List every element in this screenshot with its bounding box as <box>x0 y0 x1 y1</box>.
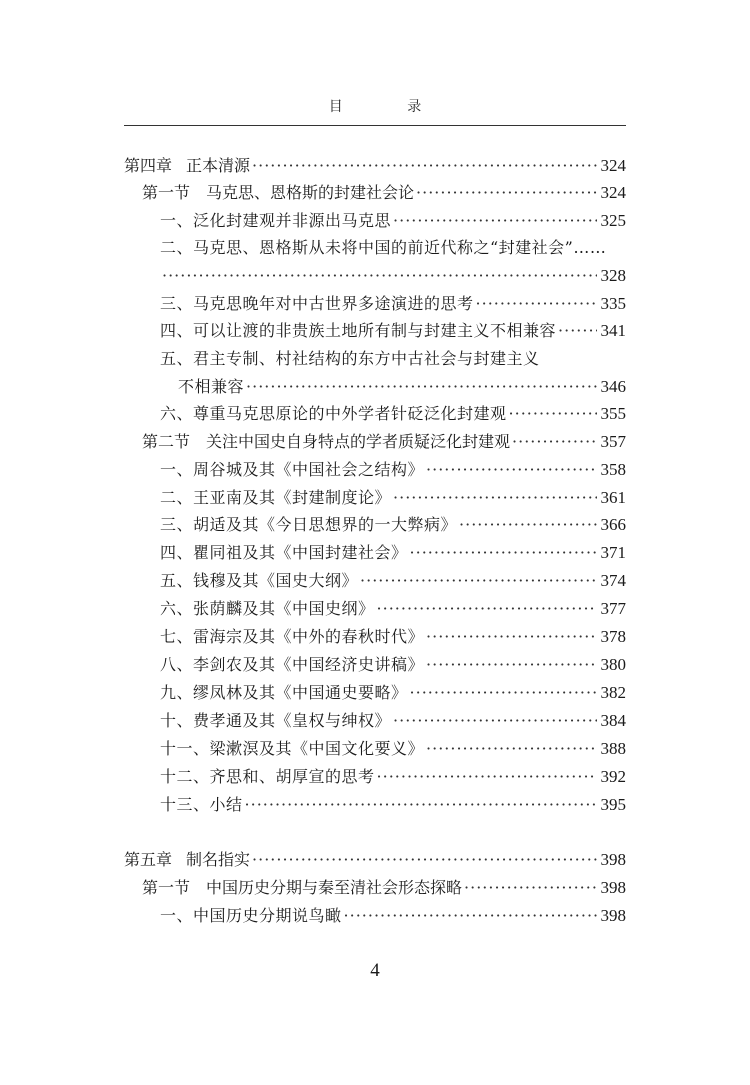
toc-entry[interactable] <box>160 318 626 344</box>
toc-entry[interactable] <box>160 652 626 678</box>
chapter-number: 第四章 <box>124 158 173 175</box>
toc-page-number: 335 <box>600 294 626 313</box>
toc-chapter[interactable] <box>124 847 626 873</box>
toc-title: 十一、梁漱溟及其《中国文化要义》 <box>160 739 425 758</box>
toc-entry[interactable] <box>160 596 626 622</box>
toc-page-number: 378 <box>600 627 626 646</box>
toc-title: 十、费孝通及其《皇权与绅权》 <box>160 711 392 730</box>
toc-page-number: 358 <box>600 460 626 479</box>
toc-section[interactable] <box>142 180 626 206</box>
toc-page-number: 382 <box>600 683 626 702</box>
toc-entry[interactable] <box>160 401 626 427</box>
dot-leader <box>360 568 596 594</box>
toc-entry[interactable] <box>160 540 626 566</box>
dot-leader <box>393 708 596 734</box>
toc-text <box>160 291 474 317</box>
toc-title: 六、张荫麟及其《中国史纲》 <box>160 599 375 618</box>
toc-text <box>160 512 457 538</box>
toc-page-number: 346 <box>600 377 626 396</box>
dot-leader <box>410 680 597 706</box>
toc-title: 七、雷海宗及其《中外的春秋时代》 <box>160 627 425 646</box>
toc-page-number: 398 <box>600 878 626 897</box>
toc-entry[interactable] <box>160 291 626 317</box>
toc-text <box>160 540 408 566</box>
toc-text <box>142 430 510 456</box>
toc-text <box>160 792 243 818</box>
toc-page-number: 324 <box>600 183 626 202</box>
toc-entry[interactable] <box>160 485 626 511</box>
toc-page-number: 371 <box>600 543 626 562</box>
toc-page-number: 384 <box>600 711 626 730</box>
toc-title: 五、钱穆及其《国史大纲》 <box>160 571 359 590</box>
toc-text <box>142 876 462 902</box>
dot-leader <box>377 596 597 622</box>
toc-text <box>124 848 250 874</box>
toc-title: 八、李剑农及其《中国经济史讲稿》 <box>160 655 425 674</box>
toc-text <box>160 346 540 372</box>
toc-page-number: 357 <box>600 432 626 451</box>
dot-leader <box>426 624 596 650</box>
toc-title: 六、尊重马克思原论的中外学者针砭泛化封建观 <box>160 404 507 423</box>
toc-page-number: 377 <box>600 599 626 618</box>
toc-title: 三、马克思晚年对中古世界多途演进的思考 <box>160 294 474 313</box>
dot-leader <box>252 847 596 873</box>
toc-entry[interactable] <box>160 736 626 762</box>
dot-leader <box>464 875 596 901</box>
toc-page-number: 392 <box>600 767 626 786</box>
toc-entry[interactable] <box>160 346 626 372</box>
dot-leader <box>459 512 596 538</box>
dot-leader <box>426 652 596 678</box>
dot-leader <box>344 903 597 929</box>
toc-page-number: 325 <box>600 211 626 230</box>
toc-title: 四、瞿同祖及其《中国封建社会》 <box>160 543 408 562</box>
section-number: 第一节 <box>142 880 191 897</box>
toc-text <box>160 764 375 790</box>
dot-leader <box>377 764 597 790</box>
running-header: 目 录 <box>328 99 452 115</box>
toc-entry[interactable] <box>160 764 626 790</box>
toc-title: 关注中国史自身特点的学者质疑泛化封建观 <box>206 434 511 451</box>
toc-title: 正本清源 <box>186 158 251 175</box>
toc-page-number: 361 <box>600 488 626 507</box>
toc-entry[interactable] <box>160 457 626 483</box>
toc-text <box>160 318 556 344</box>
toc-page-number: 374 <box>600 571 626 590</box>
toc-title: 一、中国历史分期说鸟瞰 <box>160 906 342 925</box>
toc-page-number: 328 <box>600 266 626 285</box>
dot-leader <box>476 291 597 317</box>
section-number: 第一节 <box>142 185 191 202</box>
toc-text <box>160 568 358 594</box>
toc-title: 一、周谷城及其《中国社会之结构》 <box>160 460 425 479</box>
toc-page-number: 355 <box>600 404 626 423</box>
toc-text <box>124 154 250 180</box>
toc-entry[interactable] <box>160 235 626 261</box>
toc-text <box>160 903 342 929</box>
dot-leader <box>162 263 597 289</box>
page-number: 4 <box>370 960 380 981</box>
toc-page-number: 395 <box>600 795 626 814</box>
toc-text <box>160 208 391 234</box>
toc-title: 制名指实 <box>186 852 251 869</box>
toc-text <box>160 401 507 427</box>
toc-text <box>160 652 424 678</box>
toc-title: 二、马克思、恩格斯从未将中国的前近代称之“封建社会”…… <box>160 238 607 257</box>
dot-leader <box>509 401 597 427</box>
toc-text <box>160 596 375 622</box>
toc-text <box>178 374 244 400</box>
dot-leader <box>246 374 596 400</box>
toc-title: 四、可以让渡的非贵族土地所有制与封建主义不相兼容 <box>160 321 557 340</box>
toc-text <box>160 680 408 706</box>
toc-section[interactable] <box>142 429 626 455</box>
chapter-number: 第五章 <box>124 852 173 869</box>
toc-title: 二、王亚南及其《封建制度论》 <box>160 488 392 507</box>
toc-title: 九、缪凤林及其《中国通史要略》 <box>160 683 408 702</box>
toc-text <box>160 736 424 762</box>
toc-entry[interactable] <box>160 512 626 538</box>
dot-leader <box>252 153 596 179</box>
toc-title: 中国历史分期与秦至清社会形态探略 <box>206 880 463 897</box>
dot-leader <box>512 429 596 455</box>
toc-page-number: 341 <box>600 321 626 340</box>
dot-leader <box>416 180 596 206</box>
toc-entry[interactable] <box>160 208 626 234</box>
toc-section[interactable] <box>142 875 626 901</box>
toc-entry[interactable] <box>160 624 626 650</box>
toc-entry[interactable] <box>160 708 626 734</box>
toc-title: 一、泛化封建观并非源出马克思 <box>160 211 392 230</box>
toc-title: 马克思、恩格斯的封建社会论 <box>206 185 415 202</box>
toc-text <box>160 235 606 261</box>
dot-leader <box>558 318 596 344</box>
toc-title: 三、胡适及其《今日思想界的一大弊病》 <box>160 515 458 534</box>
toc-entry[interactable] <box>160 680 626 706</box>
toc-title: 五、君主专制、村社结构的东方中古社会与封建主义 <box>160 349 540 368</box>
toc-text <box>160 708 391 734</box>
toc-entry[interactable] <box>160 903 626 929</box>
toc-entry[interactable] <box>160 792 626 818</box>
dot-leader <box>393 208 596 234</box>
toc-entry[interactable] <box>160 568 626 594</box>
dot-leader <box>393 485 596 511</box>
toc-text <box>160 624 424 650</box>
dot-leader <box>426 457 596 483</box>
section-number: 第二节 <box>142 434 191 451</box>
toc-text <box>160 457 424 483</box>
dot-leader <box>245 792 597 818</box>
toc-chapter[interactable] <box>124 153 626 179</box>
toc-page-number: 366 <box>600 515 626 534</box>
toc-page-number: 380 <box>600 655 626 674</box>
toc-page-number: 324 <box>600 156 626 175</box>
toc-title: 十二、齐思和、胡厚宣的思考 <box>160 767 375 786</box>
toc-text <box>160 485 391 511</box>
toc-title: 十三、小结 <box>160 795 243 814</box>
dot-leader <box>410 540 597 566</box>
toc-page-number: 388 <box>600 739 626 758</box>
toc-entry[interactable] <box>178 374 626 400</box>
toc-title: 不相兼容 <box>178 377 245 396</box>
toc-page-number: 398 <box>600 850 626 869</box>
toc-page-number: 398 <box>600 906 626 925</box>
toc-entry[interactable] <box>160 263 626 289</box>
dot-leader <box>426 736 596 762</box>
toc-text <box>142 181 414 207</box>
